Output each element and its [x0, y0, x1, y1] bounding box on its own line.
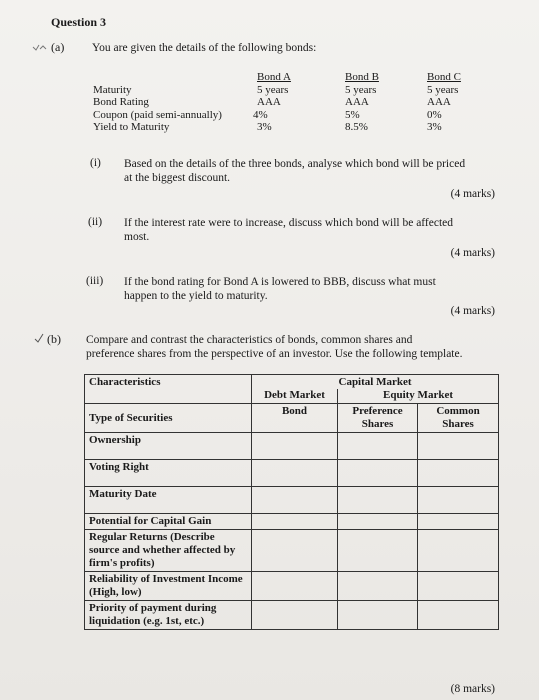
- blank-cell: [418, 433, 499, 460]
- bond-b-value: 8.5%: [345, 121, 368, 133]
- row-priority-liquidation: Priority of payment during liquidation (e.g. 1st, etc.): [85, 601, 252, 630]
- blank-cell: [418, 460, 499, 487]
- sub-ii-line2: most.: [124, 231, 150, 243]
- sub-ii-line1: If the interest rate were to increase, discuss which bond will be affected: [124, 217, 454, 229]
- bond-c-header: Bond C: [427, 71, 461, 83]
- blank-cell: [252, 433, 338, 460]
- part-b-marks: (8 marks): [450, 683, 495, 695]
- row-label: Yield to Maturity: [93, 121, 170, 133]
- question-title: Question 3: [51, 15, 107, 29]
- bond-c-value: 5 years: [427, 83, 459, 96]
- part-a-label: (a): [51, 40, 65, 54]
- sub-i-line1: Based on the details of the three bonds, analyse which bond will be priced: [124, 158, 466, 170]
- type-of-securities-label: Type of Securities: [85, 404, 252, 433]
- blank-cell: [338, 487, 418, 514]
- blank-cell: [418, 487, 499, 514]
- part-a-intro: You are given the details of the following bonds:: [92, 42, 317, 54]
- part-b-label: (b): [47, 332, 61, 346]
- blank-cell: [338, 530, 418, 572]
- preference-shares-header: Preference Shares: [338, 404, 418, 433]
- bond-a-value: AAA: [257, 96, 281, 108]
- blank-cell: [418, 514, 499, 530]
- bond-b-value: AAA: [345, 96, 369, 108]
- sub-i-line2: at the biggest discount.: [124, 172, 231, 184]
- comparison-template-table: [84, 374, 499, 630]
- sub-i-label: (i): [90, 157, 101, 169]
- sub-ii-label: (ii): [88, 216, 103, 228]
- bond-b-header: Bond B: [345, 71, 379, 83]
- blank-cell: [252, 530, 338, 572]
- bond-c-value: 0%: [427, 108, 442, 121]
- row-ownership: Ownership: [85, 433, 252, 460]
- blank-cell: [252, 601, 338, 630]
- sub-ii-marks: (4 marks): [450, 247, 495, 259]
- bond-b-value: 5 years: [345, 83, 377, 96]
- bond-a-value: 3%: [257, 121, 272, 133]
- sub-iii-marks: (4 marks): [450, 305, 495, 317]
- bond-a-value: 4%: [253, 108, 268, 121]
- blank-cell: [418, 572, 499, 601]
- bond-c-value: 3%: [427, 121, 442, 133]
- row-potential-capital-gain: Potential for Capital Gain: [85, 514, 252, 530]
- bond-c-value: AAA: [427, 96, 451, 108]
- blank-cell: [252, 460, 338, 487]
- sub-iii-label: (iii): [86, 275, 104, 287]
- row-label: Maturity: [93, 83, 132, 96]
- blank-cell: [338, 433, 418, 460]
- blank-cell: [418, 601, 499, 630]
- blank-cell: [338, 460, 418, 487]
- capital-market-header: Capital Market: [252, 375, 499, 390]
- common-shares-header: Common Shares: [418, 404, 499, 433]
- blank-cell: [338, 514, 418, 530]
- blank-cell: [252, 487, 338, 514]
- blank-cell: [338, 572, 418, 601]
- sub-i-marks: (4 marks): [450, 188, 495, 200]
- row-voting-right: Voting Right: [85, 460, 252, 487]
- part-b-line2: preference shares from the perspective of an investor. Use the following template.: [86, 348, 463, 360]
- row-regular-returns: Regular Returns (Describe source and whether affected by firm's profits): [85, 530, 252, 572]
- handwritten-tick-icon: [32, 42, 48, 55]
- blank-cell: [252, 514, 338, 530]
- bond-column-header: Bond: [252, 404, 338, 433]
- sub-iii-line1: If the bond rating for Bond A is lowered to BBB, discuss what must: [124, 276, 436, 288]
- sub-iii-line2: happen to the yield to maturity.: [124, 290, 268, 302]
- row-label: Coupon (paid semi-annually): [93, 108, 222, 121]
- bond-b-value: 5%: [345, 108, 360, 121]
- handwritten-check-icon: [34, 333, 44, 346]
- part-b-line1: Compare and contrast the characteristics of bonds, common shares and: [86, 334, 413, 346]
- characteristics-header: Characteristics: [85, 375, 252, 404]
- bond-a-header: Bond A: [257, 71, 291, 83]
- debt-market-header: Debt Market: [252, 389, 338, 404]
- blank-cell: [252, 572, 338, 601]
- equity-market-header: Equity Market: [338, 389, 499, 404]
- blank-cell: [338, 601, 418, 630]
- bond-a-value: 5 years: [257, 83, 289, 96]
- blank-cell: [418, 530, 499, 572]
- row-maturity-date: Maturity Date: [85, 487, 252, 514]
- row-reliability-income: Reliability of Investment Income (High, low): [85, 572, 252, 601]
- row-label: Bond Rating: [93, 96, 149, 108]
